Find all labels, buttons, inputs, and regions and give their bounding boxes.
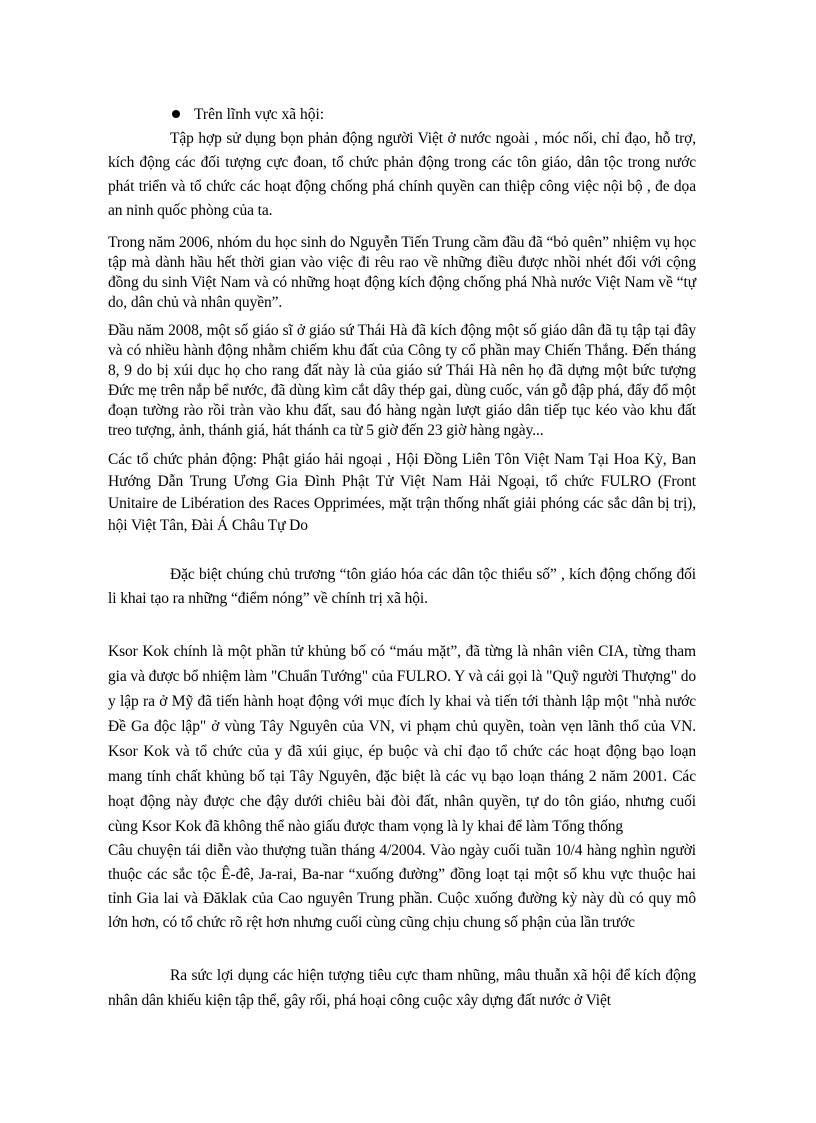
paragraph-foreign-reactionaries: Tập hợp sử dụng bọn phản động người Việt ở nước ngoài , móc nối, chỉ đạo, hỗ trợ, kích động các đối tượng cực đoan, tổ chức phản động trong các tôn giáo, dân tộc trong nước phát triển và tổ chức các hoạt động chống phá chính quyền can thiệp công việc nội bộ , đe dọa an ninh quốc phòng của ta. (108, 130, 696, 219)
document-body (108, 103, 696, 1013)
section-heading-text: Trên lĩnh vực xã hội: (194, 106, 325, 123)
paragraph-student-group-2006: Trong năm 2006, nhóm du học sinh do Nguyễn Tiến Trung cầm đầu đã “bỏ quên” nhiệm vụ học tập mà dành hầu hết thời gian vào việc đi rêu rao về những điều được nhồi nhét đối với cộng đồng du sinh Việt Nam và có những hoạt động kích động chống phá Nhà nước Việt Nam về “tự do, dân chủ và nhân quyền”. (108, 234, 696, 311)
paragraph-ksor-kok: Ksor Kok chính là một phần tử khủng bố có “máu mặt”, đã từng là nhân viên CIA, từng tham gia và được bổ nhiệm làm "Chuẩn Tướng" của FULRO. Y và cái gọi là "Quỹ người Thượng" do y lập ra ở Mỹ đã tiến hành hoạt động với mục đích ly khai và tiến tới thành lập một "nhà nước Đề Ga độc lập" ở vùng Tây Nguyên của VN, vi phạm chủ quyền, toàn vẹn lãnh thổ của VN. Ksor Kok và tổ chức của y đã xúi giục, ép buộc và chỉ đạo tổ chức các hoạt động bạo loạn mang tính chất khủng bố tại Tây Nguyên, đặc biệt là các vụ bạo loạn tháng 2 năm 2001. Các hoạt động này được che đậy dưới chiêu bài đòi đất, nhân quyền, tự do tôn giáo, nhưng cuối cùng Ksor Kok đã không thể nào giấu được tham vọng là ly khai để làm Tổng thống (108, 643, 696, 835)
paragraph-april-2004: Câu chuyện tái diễn vào thượng tuần tháng 4/2004. Vào ngày cuối tuần 10/4 hàng nghìn người thuộc các sắc tộc Ê-đê, Ja-rai, Ba-nar “xuống đường” đồng loạt tại một số khu vực thuộc hai tỉnh Gia lai và Đăklak của Cao nguyên Trung phần. Cuộc xuống đường kỳ này dù có quy mô lớn hơn, có tổ chức rõ rệt hơn nhưng cuối cùng cũng chịu chung số phận của lần trước (108, 842, 696, 931)
paragraph-thai-ha-2008: Đầu năm 2008, một số giáo sĩ ở giáo sứ Thái Hà đã kích động một số giáo dân đã tụ tập tại đây và có nhiều hành động nhằm chiếm khu đất của Công ty cổ phần may Chiến Thắng. Đến tháng 8, 9 do bị xúi dục họ cho rang đất này là của giáo sứ Thái Hà nên họ đã dựng một bức tượng Đức mẹ trên nắp bể nước, đã dùng kìm cắt dây thép gai, dùng cuốc, ván gỗ đập phá, đẩy đổ một đoạn tường rào rồi tràn vào khu đất, sau đó hàng ngàn lượt giáo dân tiếp tục kéo vào khu đất treo tượng, ảnh, thánh giá, hát thánh ca từ 5 giờ đến 23 giờ hàng ngày... (108, 322, 696, 439)
section-heading (108, 103, 696, 127)
paragraph-social-exploitation: Ra sức lợi dụng các hiện tượng tiêu cực tham nhũng, mâu thuẫn xã hội để kích động nhân dân khiếu kiện tập thể, gây rối, phá hoại công cuộc xây dựng đất nước ở Việt (108, 967, 696, 1009)
paragraph-ethnic-religion-policy: Đặc biệt chúng chủ trương “tôn giáo hóa các dân tộc thiểu số” , kích động chống đối li khai tạo ra những “điểm nóng” về chính trị xã hội. (108, 566, 696, 607)
bullet-icon (172, 110, 180, 118)
paragraph-reactionary-organizations: Các tổ chức phản động: Phật giáo hải ngoại , Hội Đồng Liên Tôn Việt Nam Tại Hoa Kỳ, Ban Hướng Dẫn Trung Ương Gia Đình Phật Tử Việt Nam Hải Ngoại, tổ chức FULRO (Front Unitaire de Libération des Races Opprimées, mặt trận thống nhất giải phóng các sắc dân bị trị), hội Việt Tân, Đài Á Châu Tự Do (108, 451, 696, 534)
